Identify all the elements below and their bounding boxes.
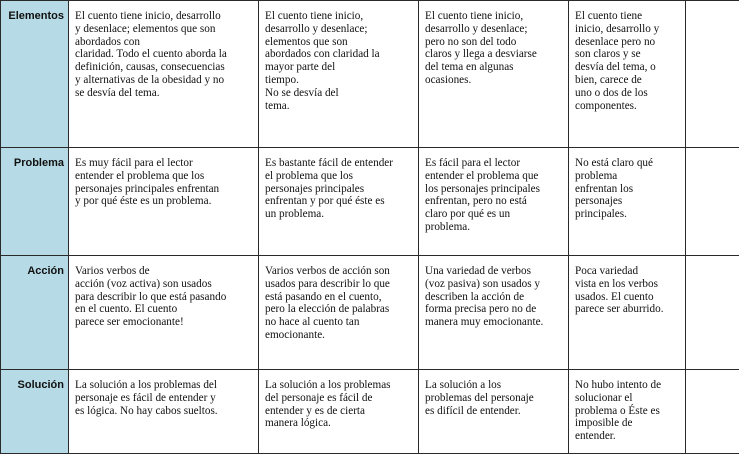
cell-text: El cuento tiene inicio, desarrollo y desenlace pero no son claros y se desvía del tema, o bien, carece de uno o dos de los componentes.: [575, 10, 681, 112]
elementos-level-2: [259, 1, 419, 148]
cell-text: El cuento tiene inicio, desarrollo y desenlace; pero no son del todo claros y llega a desviarse del tema en algunas ocasiones.: [425, 10, 564, 87]
row-label-solucion: Solución: [1, 370, 69, 454]
cell-text: La solución a los problemas del personaje es fácil de entender y es lógica. No hay cabos sueltos.: [75, 379, 254, 417]
cell-text: El cuento tiene inicio, desarrollo y desenlace; elementos que son abordados con claridad la mayor parte del tiempo. No se desvía del tema.: [265, 10, 414, 112]
empty-cell: [686, 148, 739, 256]
rubric-row-problema: [1, 148, 739, 256]
cell-text: Es fácil para el lector entender el problema que los personajes principales enfrentan, pero no está claro por qué es un problema.: [425, 157, 564, 234]
cell-text: No hubo intento de solucionar el problema o Éste es imposible de entender.: [575, 379, 681, 443]
solucion-level-3: [419, 370, 569, 454]
cell-text: Es bastante fácil de entender el problema que los personajes principales enfrentan y por qué éste es un problema.: [265, 157, 414, 221]
row-label-elementos: Elementos: [1, 1, 69, 148]
solucion-level-2: [259, 370, 419, 454]
accion-level-4: [569, 256, 686, 370]
problema-level-2: [259, 148, 419, 256]
accion-level-3: [419, 256, 569, 370]
elementos-level-3: [419, 1, 569, 148]
problema-level-1: [69, 148, 259, 256]
cell-text: La solución a los problemas del personaje es fácil de entender y es de cierta manera lógica.: [265, 379, 414, 430]
cell-text: La solución a los problemas del personaje es difícil de entender.: [425, 379, 564, 417]
empty-cell: [686, 256, 739, 370]
accion-level-2: [259, 256, 419, 370]
empty-cell: [686, 370, 739, 454]
cell-text: El cuento tiene inicio, desarrollo y desenlace; elementos que son abordados con claridad. Todo el cuento aborda la definición, causas, consecuencias y alternativas de la obesidad y no se desvía del tema.: [75, 10, 254, 100]
cell-text: No está claro qué problema enfrentan los personajes principales.: [575, 157, 681, 221]
empty-cell: [686, 1, 739, 148]
cell-text: Una variedad de verbos (voz pasiva) son usados y describen la acción de forma precisa pero no de manera muy emocionante.: [425, 265, 564, 329]
accion-level-1: [69, 256, 259, 370]
elementos-level-4: [569, 1, 686, 148]
rubric-row-solucion: [1, 370, 739, 454]
row-label-accion: Acción: [1, 256, 69, 370]
problema-level-3: [419, 148, 569, 256]
solucion-level-1: [69, 370, 259, 454]
row-label-problema: Problema: [1, 148, 69, 256]
solucion-level-4: [569, 370, 686, 454]
cell-text: Varios verbos de acción (voz activa) son usados para describir lo que está pasando en el cuento. El cuento parece ser emocionante!: [75, 265, 254, 329]
rubric-row-elementos: [1, 1, 739, 148]
cell-text: Varios verbos de acción son usados para describir lo que está pasando en el cuento, pero la elección de palabras no hace al cuento tan emocionante.: [265, 265, 414, 342]
problema-level-4: [569, 148, 686, 256]
rubric-row-accion: [1, 256, 739, 370]
cell-text: Es muy fácil para el lector entender el problema que los personajes principales enfrentan y por qué éste es un problema.: [75, 157, 254, 208]
elementos-level-1: [69, 1, 259, 148]
cell-text: Poca variedad vista en los verbos usados. El cuento parece ser aburrido.: [575, 265, 681, 316]
